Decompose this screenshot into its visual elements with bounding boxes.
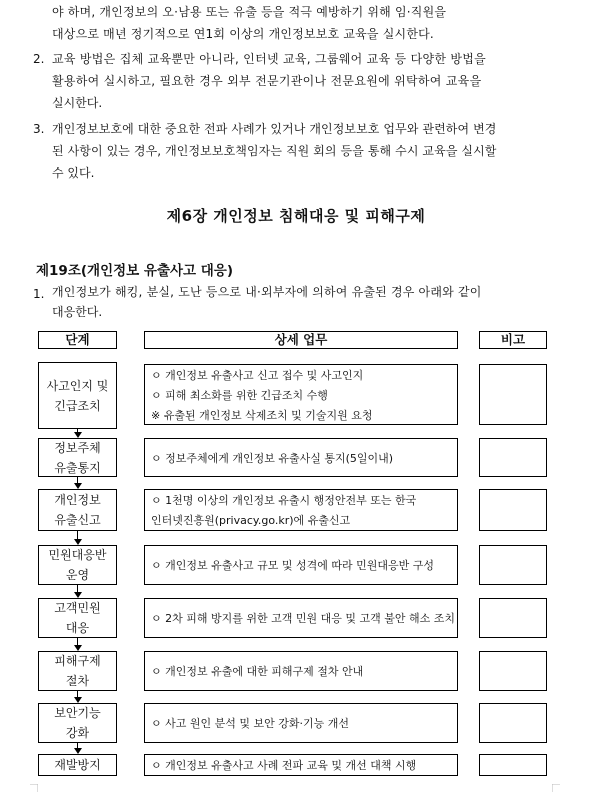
item-number: 3. bbox=[33, 122, 45, 136]
detail-box bbox=[144, 545, 458, 585]
header-detail: 상세 업무 bbox=[144, 331, 458, 349]
step-box bbox=[38, 362, 117, 429]
note-box bbox=[479, 754, 547, 776]
step-label: 절차 bbox=[65, 674, 90, 688]
step-label: 강화 bbox=[65, 726, 90, 740]
header-step: 단계 bbox=[38, 331, 117, 349]
header-note: 비고 bbox=[479, 331, 547, 349]
clause-line-2: 대응한다. bbox=[52, 305, 103, 319]
detail-line: ㅇ 개인정보 유출사고 사례 전파 교육 및 개선 대책 시행 bbox=[151, 759, 417, 772]
step-label: 정보주체 bbox=[54, 440, 101, 455]
item-2-line-2: 활용하여 실시하고, 필요한 경우 외부 전문기관이나 전문요원에 위탁하여 교육을 bbox=[52, 74, 482, 88]
step-label: 대응 bbox=[65, 621, 90, 635]
page-corner-mark-bottom-right bbox=[552, 784, 560, 792]
step-label: 재발방지 bbox=[54, 758, 101, 772]
detail-box bbox=[144, 598, 458, 638]
item-number: 2. bbox=[33, 52, 45, 66]
item-3-line-2: 된 사항이 있는 경우, 개인정보보호책임자는 직원 회의 등을 통해 수시 교육을 실시할 bbox=[52, 144, 497, 158]
clause-line-1: 개인정보가 해킹, 분실, 도난 등으로 내·외부자에 의하여 유출된 경우 아래와 같이 bbox=[52, 285, 482, 299]
detail-box bbox=[144, 438, 458, 477]
detail-box bbox=[144, 754, 458, 776]
note-box bbox=[479, 651, 547, 691]
detail-line: ㅇ 개인정보 유출사고 신고 접수 및 사고인지 bbox=[151, 368, 364, 382]
intro-line-1: 야 하며, 개인정보의 오·남용 또는 유출 등을 적극 예방하기 위해 임·직원을 bbox=[52, 5, 447, 19]
note-box bbox=[479, 598, 547, 638]
step-box bbox=[38, 598, 117, 638]
chapter-title: 제6장 개인정보 침해대응 및 피해구제 bbox=[166, 207, 426, 225]
step-label: 피해구제 bbox=[54, 654, 101, 668]
item-3-line-3: 수 있다. bbox=[52, 166, 95, 180]
detail-line: ㅇ 2차 피해 방지를 위한 고객 민원 대응 및 고객 불안 해소 조치 bbox=[151, 612, 455, 625]
step-box bbox=[38, 651, 117, 691]
detail-line: ㅇ 개인정보 유출에 대한 피해구제 절차 안내 bbox=[151, 665, 364, 678]
intro-line-2: 대상으로 매년 정기적으로 연1회 이상의 개인정보보호 교육을 실시한다. bbox=[52, 27, 434, 41]
detail-line: ㅇ 정보주체에게 개인정보 유출사실 통지(5일이내) bbox=[151, 451, 394, 465]
note-box bbox=[479, 364, 547, 425]
step-label: 긴급조치 bbox=[54, 398, 101, 413]
clause-number: 1. bbox=[33, 287, 45, 301]
step-box bbox=[38, 489, 117, 531]
step-box bbox=[38, 703, 117, 743]
note-box bbox=[479, 438, 547, 477]
detail-line: ㅇ 1천명 이상의 개인정보 유출시 행정안전부 또는 한국 bbox=[151, 494, 417, 507]
step-label: 유출통지 bbox=[54, 460, 101, 475]
item-3-line-1: 개인정보보호에 대한 중요한 전파 사례가 있거나 개인정보보호 업무와 관련하여 변경 bbox=[52, 122, 497, 136]
item-2-line-3: 실시한다. bbox=[52, 96, 103, 110]
detail-line: ㅇ 사고 원인 분석 및 보안 강화·기능 개선 bbox=[151, 717, 349, 730]
step-box bbox=[38, 754, 117, 776]
detail-box bbox=[144, 364, 458, 425]
note-box bbox=[479, 545, 547, 585]
step-label: 개인정보 bbox=[54, 493, 101, 507]
detail-box bbox=[144, 651, 458, 691]
page-corner-mark-bottom-left bbox=[30, 784, 38, 792]
article-title: 제19조(개인정보 유출사고 대응) bbox=[36, 263, 234, 279]
detail-line: 인터넷진흥원(privacy.go.kr)에 유출신고 bbox=[151, 514, 351, 527]
step-label: 보안기능 bbox=[54, 706, 101, 720]
note-box bbox=[479, 489, 547, 531]
detail-line: ㅇ 피해 최소화를 위한 긴급조치 수행 bbox=[151, 388, 328, 402]
step-label: 민원대응반 bbox=[48, 548, 107, 562]
step-box bbox=[38, 545, 117, 585]
step-label: 사고인지 및 bbox=[46, 378, 109, 393]
step-label: 고객민원 bbox=[54, 601, 101, 615]
detail-line: ㅇ 개인정보 유출사고 규모 및 성격에 따라 민원대응반 구성 bbox=[151, 559, 434, 572]
detail-line: ※ 유출된 개인정보 삭제조치 및 기술지원 요청 bbox=[151, 408, 373, 422]
step-label: 운영 bbox=[65, 568, 90, 582]
note-box bbox=[479, 703, 547, 743]
item-2-line-1: 교육 방법은 집체 교육뿐만 아니라, 인터넷 교육, 그룹웨어 교육 등 다양한 방법을 bbox=[52, 52, 487, 66]
detail-box bbox=[144, 489, 458, 531]
step-label: 유출신고 bbox=[54, 513, 101, 527]
detail-box bbox=[144, 703, 458, 743]
step-box bbox=[38, 438, 117, 477]
